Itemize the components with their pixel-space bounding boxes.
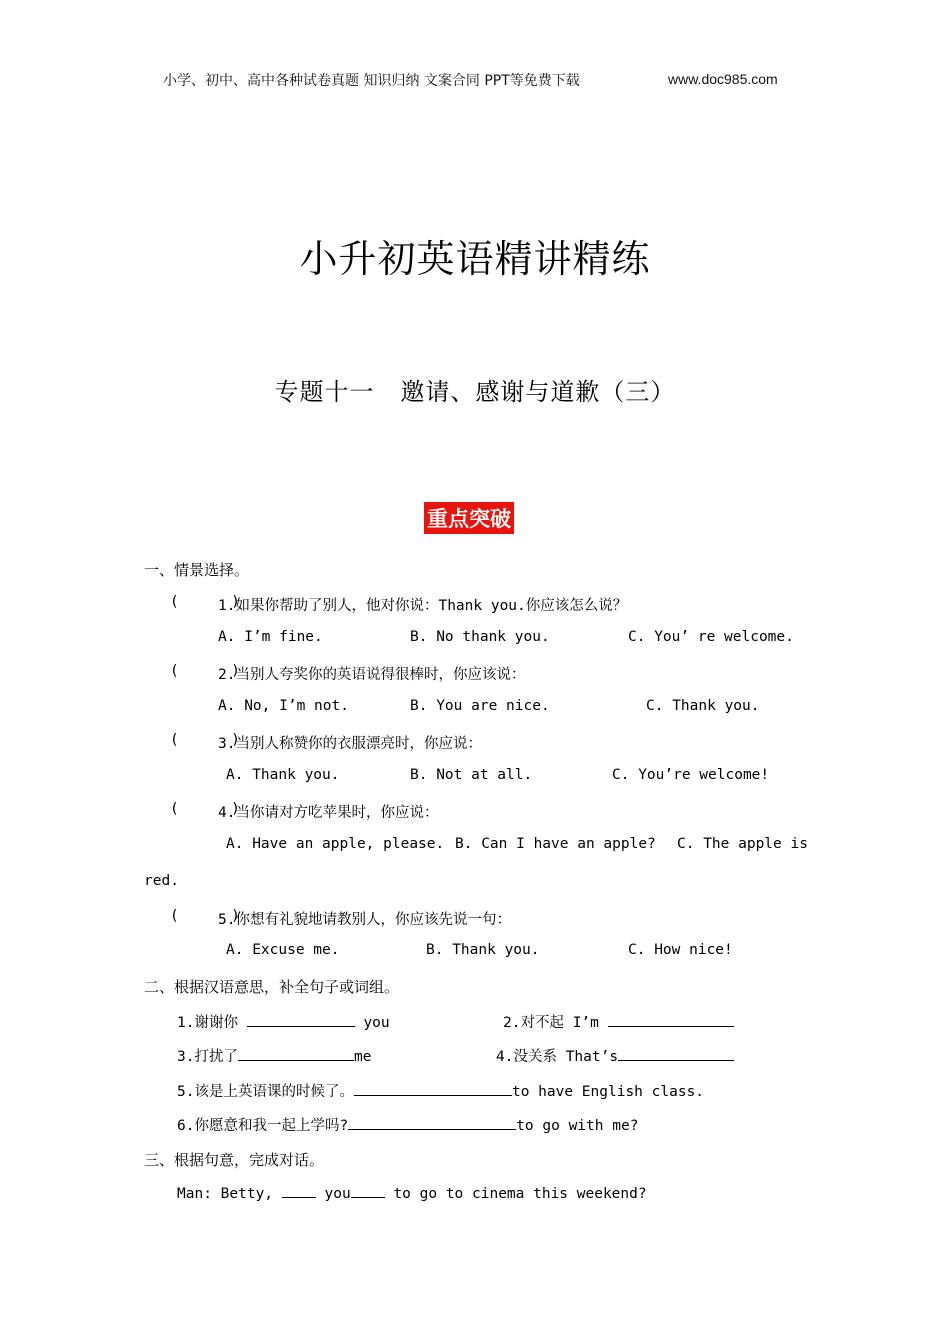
fill-prompt: 6.你愿意和我一起上学吗? [177,1118,349,1134]
option-c: C. How nice! [628,942,733,958]
option-c: C. Thank you. [646,698,760,714]
section-heading: 三、根据句意，完成对话。 [144,1151,325,1169]
fill-item [177,1011,390,1032]
fill-suffix: you [363,1015,390,1031]
fill-item [496,1045,734,1066]
option-b: B. Thank you. [426,942,540,958]
section-heading: 二、根据汉语意思，补全句子或词组。 [144,978,400,996]
question-stem: 5.你想有礼貌地请教别人，你应该先说一句： [218,912,511,928]
option-c: C. You’ re welcome. [628,629,794,645]
option-a: A. No, I’m not. [218,698,349,714]
option-a: A. Thank you. [226,767,340,783]
option-c: C. You’re welcome! [612,767,770,783]
fill-suffix: to go with me? [516,1118,639,1134]
fill-suffix: me [353,1049,372,1065]
answer-blank[interactable] [354,1081,512,1096]
answer-paren: ( ) [170,732,240,748]
option-a: A. I’m fine. [218,629,323,645]
fill-suffix: to have English class. [511,1084,705,1100]
answer-blank[interactable] [247,1012,355,1027]
dialogue-line [177,1183,647,1202]
fill-prompt: 2.对不起 I’m [503,1015,599,1031]
answer-blank[interactable] [282,1183,316,1198]
fill-prompt: 4.没关系 That’s [496,1049,619,1065]
question-stem: 3.当别人称赞你的衣服漂亮时，你应说： [218,736,482,752]
fill-prompt: 1.谢谢你 [177,1015,238,1031]
fill-prompt: 5.该是上英语课的时候了。 [177,1084,354,1100]
option-b: B. You are nice. [410,698,550,714]
option-a: A. Excuse me. [226,942,340,958]
header-text: 小学、初中、高中各种试卷真题 知识归纳 文案合同 PPT等免费下载 [163,73,580,89]
option-b: B. Not at all. [410,767,533,783]
question-stem: 2.当别人夸奖你的英语说得很棒时，你应该说： [218,667,526,683]
option-c: C. The apple is [677,836,808,852]
dialogue-rest: to go to cinema this weekend? [393,1186,647,1202]
option-c-wrap: red. [144,873,179,889]
answer-paren: ( ) [170,663,240,679]
page-title: 小升初英语精讲精练 [299,237,651,281]
answer-blank[interactable] [608,1012,734,1027]
question-stem: 4.当你请对方吃苹果时，你应说： [218,805,439,821]
answer-paren: ( ) [170,801,240,817]
fill-item [177,1114,638,1135]
page-subtitle: 专题十一 邀请、感谢与道歉（三） [274,378,676,406]
answer-blank[interactable] [618,1046,734,1061]
fill-prompt: 3.打扰了 [177,1049,238,1065]
dialogue-word: you [324,1186,351,1202]
dialogue-speaker: Man: Betty, [177,1186,274,1202]
answer-paren: ( ) [170,594,240,610]
question-stem: 1.如果你帮助了别人，他对你说：Thank you.你应该怎么说？ [218,598,628,614]
answer-paren: ( ) [170,908,240,924]
option-b: B. Can I have an apple? [455,836,656,852]
option-a: A. Have an apple, please. [226,836,445,852]
answer-blank[interactable] [348,1115,516,1130]
answer-blank[interactable] [238,1046,354,1061]
answer-blank[interactable] [351,1183,385,1198]
key-points-badge: 重点突破 [424,502,514,534]
fill-item [177,1045,371,1066]
section-heading: 一、情景选择。 [144,561,250,579]
header-url: www.doc985.com [668,71,778,87]
option-b: B. No thank you. [410,629,550,645]
fill-item [177,1080,704,1101]
fill-item [503,1011,734,1032]
